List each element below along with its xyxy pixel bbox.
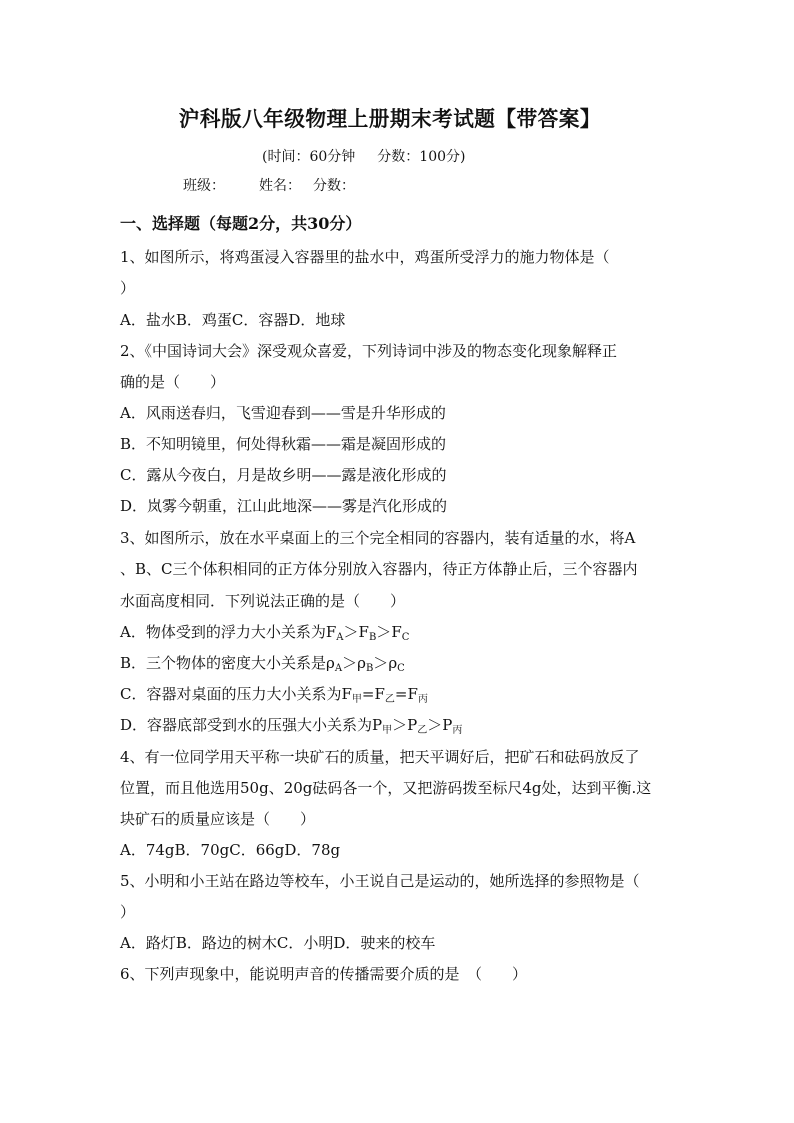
q3-c-eq1: = (361, 685, 375, 703)
q4-line-1: 4、有一位同学用天平称一块矿石的质量，把天平调好后，把矿石和砝码放反了 (120, 748, 640, 766)
q2-line-1: 2、《中国诗词大会》深受观众喜爱，下列诗词中涉及的物态变化现象解释正 (120, 342, 618, 360)
q3-d-gt2: ＞ (427, 716, 443, 734)
q6-line-1: 6、下列声现象中，能说明声音的传播需要介质的是 （ ） (120, 965, 528, 983)
q3-d-p1: P (372, 716, 383, 734)
q2-option-d: D．岚雾今朝重，江山此地深——雾是汽化形成的 (120, 497, 448, 515)
q3-option-a (120, 623, 410, 643)
q3-line-1: 3、如图所示，放在水平桌面上的三个完全相同的容器内，装有适量的水，将A (120, 529, 636, 547)
q5-options: A．路灯B．路边的树木C．小明D．驶来的校车 (120, 934, 436, 952)
q3-a-sub-b: B (368, 632, 377, 643)
q3-a-f3: F (391, 623, 402, 641)
q4-options: A．74gB．70gC．66gD．78g (120, 841, 341, 859)
q3-c-f1: F (341, 685, 352, 703)
q3-b-text: B．三个物体的密度大小关系是 (120, 654, 327, 672)
q3-line-3: 水面高度相同．下列说法正确的是（ ） (120, 592, 406, 610)
q3-d-sub-2: 乙 (417, 725, 428, 736)
exam-total-score: 分数：100分) (377, 149, 466, 165)
q3-a-text: A．物体受到的浮力大小关系为 (120, 623, 326, 641)
q3-c-sub-1: 甲 (351, 694, 362, 705)
q3-line-2: 、B、C三个体积相同的正方体分别放入容器内，待正方体静止后，三个容器内 (120, 560, 638, 578)
q1-line-2: ） (120, 279, 136, 297)
q3-c-sub-3: 丙 (417, 694, 428, 705)
q3-d-p2: P (407, 716, 418, 734)
q2-option-c: C．露从今夜白，月是故乡明——露是液化形成的 (120, 466, 447, 484)
q2-line-2: 确的是（ ） (120, 373, 226, 391)
score-label: 分数： (313, 178, 355, 194)
q3-d-sub-3: 丙 (452, 725, 463, 736)
q3-b-sub-a: A (334, 663, 343, 674)
q3-a-sub-a: A (336, 632, 344, 643)
q1-options: A．盐水B．鸡蛋C．容器D．地球 (120, 311, 346, 329)
q5-line-2: ） (120, 903, 136, 921)
q3-b-rho2: ρ (357, 654, 366, 672)
q3-option-c (120, 685, 428, 705)
q2-option-b: B．不知明镜里，何处得秋霜——霜是凝固形成的 (120, 435, 447, 453)
q3-b-rho3: ρ (388, 654, 398, 672)
q3-d-sub-1: 甲 (382, 725, 393, 736)
q2-option-a: A．风雨送春归，飞雪迎春到——雪是升华形成的 (120, 404, 446, 422)
q3-b-rho1: ρ (326, 654, 335, 672)
q1-line-1: 1、如图所示，将鸡蛋浸入容器里的盐水中，鸡蛋所受浮力的施力物体是（ (120, 248, 610, 266)
exam-meta (262, 146, 465, 166)
q3-c-f3: F (407, 685, 418, 703)
class-label: 班级： (183, 178, 225, 194)
q3-option-d (120, 716, 463, 736)
name-label: 姓名： (259, 178, 301, 194)
q3-option-b (120, 654, 405, 674)
q4-line-2: 位置，而且他选用50g、20g砝码各一个，又把游码拨至标尺4g处，达到平衡.这 (120, 779, 652, 797)
q4-line-3: 块矿石的质量应该是（ ） (120, 810, 316, 828)
q3-a-f2: F (358, 623, 369, 641)
section-title: 一、选择题（每题2分，共30分） (120, 214, 362, 233)
exam-time: (时间：60分钟 (262, 149, 356, 165)
q3-a-f1: F (325, 623, 337, 641)
q3-d-p3: P (442, 716, 453, 734)
q3-c-text: C．容器对桌面的压力大小关系为 (120, 685, 342, 703)
q3-c-eq2: = (394, 685, 408, 703)
q3-a-gt2: ＞ (376, 623, 392, 641)
q3-b-sub-b: B (365, 663, 374, 674)
q3-b-sub-c: C (397, 663, 405, 674)
q3-d-text: D．容器底部受到水的压强大小关系为 (120, 716, 373, 734)
exam-title: 沪科版八年级物理上册期末考试题【带答案】 (178, 106, 601, 131)
q3-d-gt1: ＞ (392, 716, 408, 734)
student-info (183, 175, 355, 195)
q3-a-sub-c: C (401, 632, 410, 643)
q3-b-gt2: ＞ (373, 654, 389, 672)
q5-line-1: 5、小明和小王站在路边等校车，小王说自己是运动的，她所选择的参照物是（ (120, 872, 640, 890)
q3-c-f2: F (374, 685, 385, 703)
q3-b-gt1: ＞ (342, 654, 358, 672)
q3-a-gt1: ＞ (343, 623, 359, 641)
q3-c-sub-2: 乙 (384, 694, 395, 705)
